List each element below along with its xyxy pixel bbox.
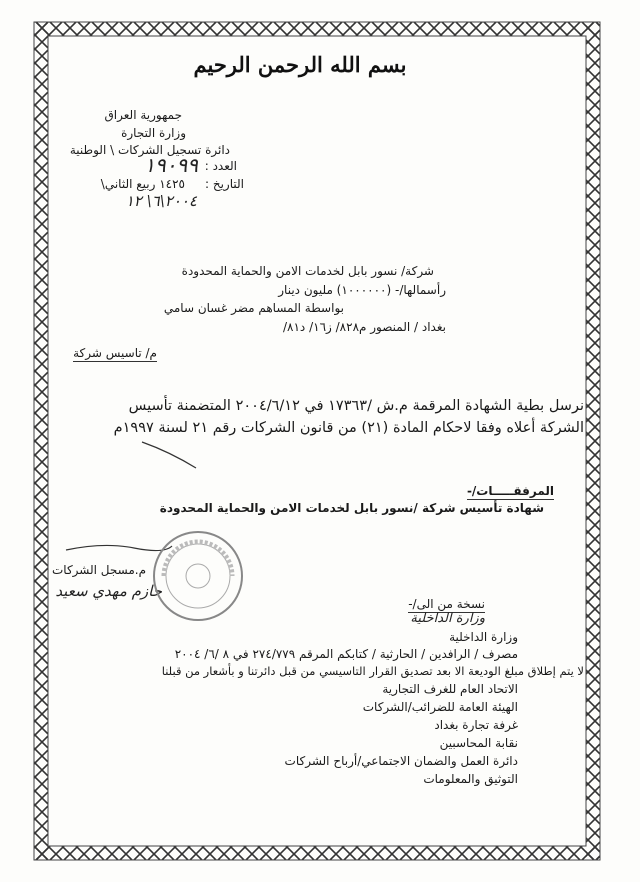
addressee-address: بغداد / المنصور م٨٢٨/ ز١٦/ د٨١/: [282, 320, 446, 334]
copy-recipient: وزارة الداخلية: [449, 630, 518, 644]
official-stamp-icon: [150, 528, 246, 624]
copy-recipient: دائرة العمل والضمان الاجتماعي/أرباح الشركات: [284, 754, 518, 768]
header-date-gregorian: ٢٠٠٤\٦\ ١٢: [125, 192, 197, 210]
header-date-hijri: ١٤٢٥ ربيع الثاني\: [100, 177, 185, 191]
copies-handwritten: وزارة الداخلية: [410, 611, 485, 626]
addressee-company: شركة/ نسور بابل لخدمات الامن والحماية المحدودة: [181, 264, 434, 278]
attachments-label: المرفقـــــات/-: [466, 484, 554, 498]
header-number-label: العدد :: [204, 159, 237, 173]
signature-name: حازم مهدي سعيد: [55, 582, 162, 600]
header-date-label: التاريخ :: [204, 177, 244, 191]
body-line-1: نرسل بطية الشهادة المرقمة م.ش /١٧٣٦٣ في ٢٠٠٤/٦/١٢ المتضمنة تأسيس: [128, 398, 584, 414]
header-number-value: ١٩٠٩٩: [144, 153, 198, 177]
attachments-item: شهادة تأسيس شركة /نسور بابل لخدمات الامن والحماية المحدودة: [159, 501, 544, 515]
copy-recipient: الاتحاد العام للغرف التجارية: [382, 682, 518, 696]
copy-recipient: نقابة المحاسبين: [439, 736, 518, 750]
basmala-heading: بسم الله الرحمن الرحيم: [193, 52, 407, 77]
addressee-via: بواسطة المساهم مضر غسان سامي: [163, 301, 344, 315]
copy-recipient: التوثيق والمعلومات: [423, 772, 518, 786]
pen-stroke: [140, 438, 200, 472]
copy-recipient: لا يتم إطلاق مبلغ الوديعة الا بعد تصديق القرار التاسيسي من قبل دائرتنا و بأشعار من قبلنا: [161, 664, 584, 678]
copy-recipient: الهيئة العامة للضرائب/الشركات: [362, 700, 518, 714]
header-directorate: دائرة تسجيل الشركات \ الوطنية: [69, 143, 230, 157]
signature-title: م.مسجل الشركات: [51, 563, 146, 577]
subject-line: م/ تاسيس شركة: [73, 346, 157, 360]
header-country: جمهورية العراق: [104, 108, 182, 122]
addressee-capital: رأسمالها/- (١٠٠٠٠٠٠) مليون دينار: [278, 283, 446, 297]
copy-recipient: غرفة تجارة بغداد: [434, 718, 518, 732]
body-line-2: الشركة أعلاه وفقا لاحكام المادة (٢١) من قانون الشركات رقم ٢١ لسنة ١٩٩٧م: [113, 420, 584, 436]
copies-label: نسخة من الى/-: [408, 597, 485, 611]
copy-recipient: مصرف / الرافدين / الحارثية / كتابكم المرقم ٢٧٤/٧٧٩ في ٨ /٦/ ٢٠٠٤: [174, 647, 518, 661]
header-ministry: وزارة التجارة: [121, 126, 186, 140]
